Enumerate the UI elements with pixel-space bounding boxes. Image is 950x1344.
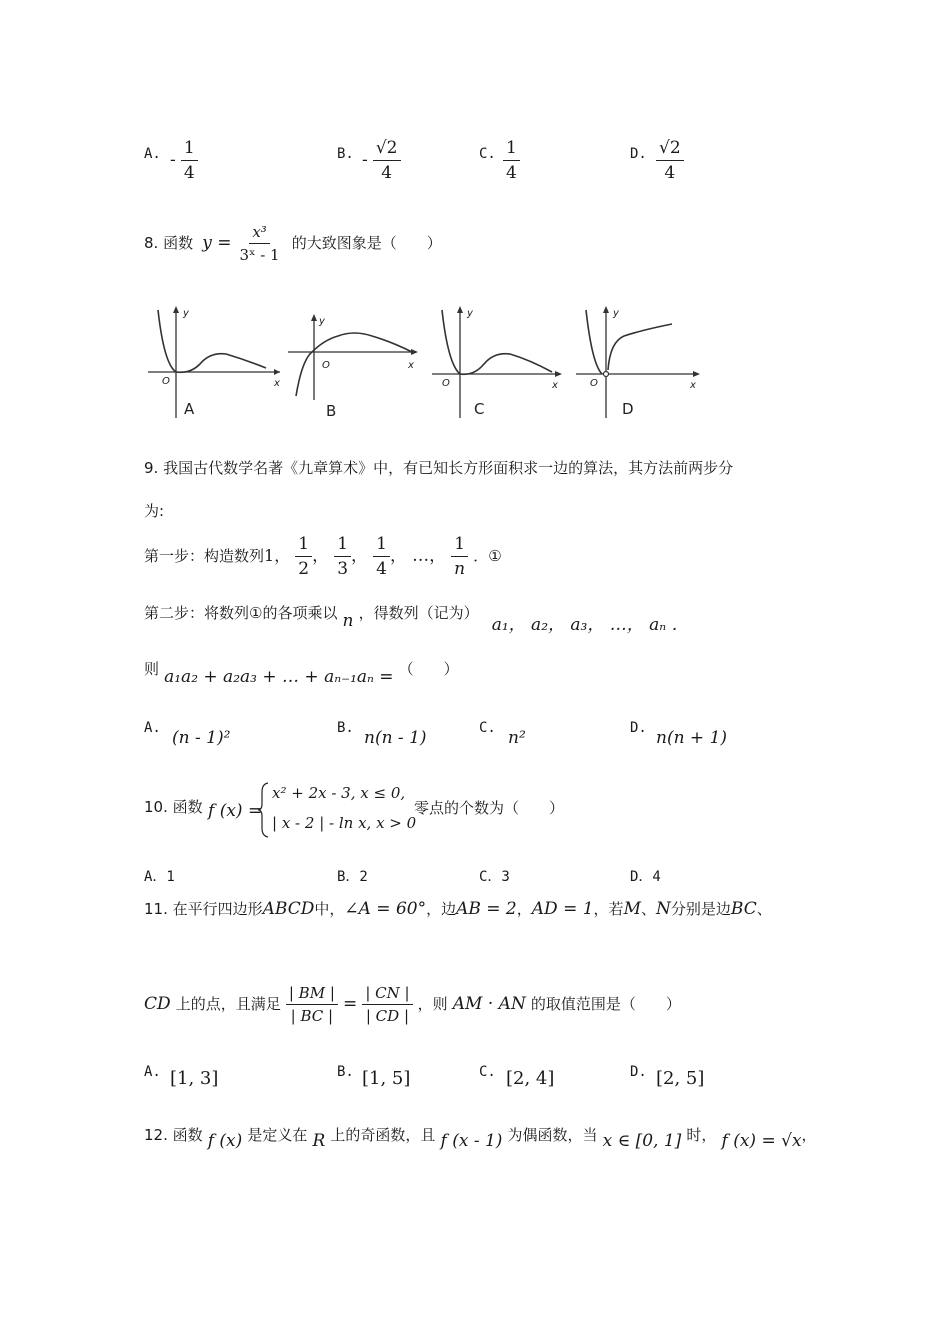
axis-y-label: y bbox=[183, 308, 189, 319]
q10-fx: f (x) = bbox=[208, 801, 263, 821]
q9-option-a: (n - 1)² bbox=[172, 728, 231, 748]
q8-stem: 8. 函数 y = $\frac{\text{x³}}{\text{3ˣ - 1}}$ 的大致图象是（ ） bbox=[144, 223, 442, 264]
origin-label: O bbox=[162, 376, 170, 387]
q10-option-b: B．2 bbox=[337, 869, 368, 885]
q9-option-c: n² bbox=[508, 728, 526, 748]
graph-label-c: C bbox=[474, 400, 485, 418]
axis-x-label: x bbox=[552, 380, 558, 391]
q7-option-b-label: B. bbox=[337, 146, 354, 162]
q7-option-b: - $\frac{√2}{4}$ bbox=[362, 138, 401, 183]
q11-option-b: [1, 5] bbox=[362, 1068, 411, 1089]
q8-graph-a bbox=[148, 302, 286, 422]
q7-option-c-label: C. bbox=[479, 146, 496, 162]
q10-option-c: C．3 bbox=[479, 869, 510, 885]
q11-option-a-label: A. bbox=[144, 1064, 161, 1080]
q11-option-d: [2, 5] bbox=[656, 1068, 705, 1089]
q11-option-c: [2, 4] bbox=[506, 1068, 555, 1089]
q11-option-d-label: D. bbox=[630, 1064, 647, 1080]
axis-x-label: x bbox=[408, 360, 414, 371]
q9-option-b-label: B. bbox=[337, 720, 354, 736]
q9-step1: 第一步：构造数列1， $\frac{1}{2}$ ， $\frac{1}{3}$ ， $\frac{1}{4}$ ， …， $\frac{1}{n}$ ．① bbox=[144, 534, 502, 579]
q9-option-d: n(n + 1) bbox=[656, 728, 728, 748]
q9-option-a-label: A. bbox=[144, 720, 161, 736]
origin-label: O bbox=[590, 378, 598, 389]
q7-option-d-label: D. bbox=[630, 146, 647, 162]
graph-label-d: D bbox=[622, 400, 634, 418]
q8-graph-d bbox=[576, 302, 706, 422]
axis-y-label: y bbox=[319, 316, 325, 327]
origin-label: O bbox=[322, 360, 330, 371]
q10-option-d: D．4 bbox=[630, 869, 661, 885]
q9-option-d-label: D. bbox=[630, 720, 647, 736]
q11-option-c-label: C. bbox=[479, 1064, 496, 1080]
q9-step2: 第二步：将数列①的各项乘以 n ，得数列（记为） a₁， a₂， a₃， …， aₙ ． bbox=[144, 604, 689, 635]
q8-graph-c bbox=[432, 302, 567, 422]
axis-x-label: x bbox=[274, 378, 280, 389]
q9-option-c-label: C. bbox=[479, 720, 496, 736]
q9-stem-line1: 9. 我国古代数学名著《九章算术》中，有已知长方形面积求一边的算法，其方法前两步分 bbox=[144, 459, 734, 477]
q11-option-b-label: B. bbox=[337, 1064, 354, 1080]
q12-stem: 12. 函数 f (x) 是定义在 R 上的奇函数，且 f (x - 1) 为偶函数，当 x ∈ [0, 1] 时， f (x) = √x， bbox=[144, 1126, 817, 1151]
axis-y-label: y bbox=[467, 308, 473, 319]
q11-option-a: [1, 3] bbox=[170, 1068, 219, 1089]
graph-label-b: B bbox=[326, 402, 337, 420]
q10-prefix: 10. 函数 bbox=[144, 798, 203, 816]
q11-stem-line1: 11. 在平行四边形ABCD中，∠A = 60°，边AB = 2，AD = 1，若M、N分别是边BC、 bbox=[144, 899, 772, 919]
axis-y-label: y bbox=[613, 308, 619, 319]
q10-case2: | x - 2 | - ln x, x > 0 bbox=[272, 814, 417, 832]
axis-x-label: x bbox=[690, 380, 696, 391]
q10-option-a: A．1 bbox=[144, 869, 175, 885]
q7-option-c: $\frac{1}{4}$ bbox=[503, 138, 520, 183]
q9-stem-line2: 为: bbox=[144, 502, 165, 520]
origin-label: O bbox=[442, 378, 450, 389]
graph-label-a: A bbox=[184, 400, 195, 418]
q7-option-d: $\frac{√2}{4}$ bbox=[656, 138, 684, 183]
q7-option-a: - $\frac{1}{4}$ bbox=[170, 138, 198, 183]
q10-brace bbox=[258, 782, 270, 842]
q9-option-b: n(n - 1) bbox=[364, 728, 427, 748]
q8-graph-b bbox=[288, 310, 423, 422]
q9-expression: 则 a₁a₂ + a₂a₃ + … + aₙ₋₁aₙ = （ ） bbox=[144, 660, 459, 687]
q7-option-a-label: A. bbox=[144, 146, 161, 162]
q10-suffix: 零点的个数为（ ） bbox=[414, 799, 565, 817]
q11-stem-line2: CD 上的点，且满足 $\frac{| BM |}{| BC |}$ = $\frac{| CN |}{| CD |}$ ，则 AM · AN 的取值范围是（ ） bbox=[144, 984, 681, 1025]
q10-case1: x² + 2x - 3, x ≤ 0, bbox=[272, 784, 406, 802]
